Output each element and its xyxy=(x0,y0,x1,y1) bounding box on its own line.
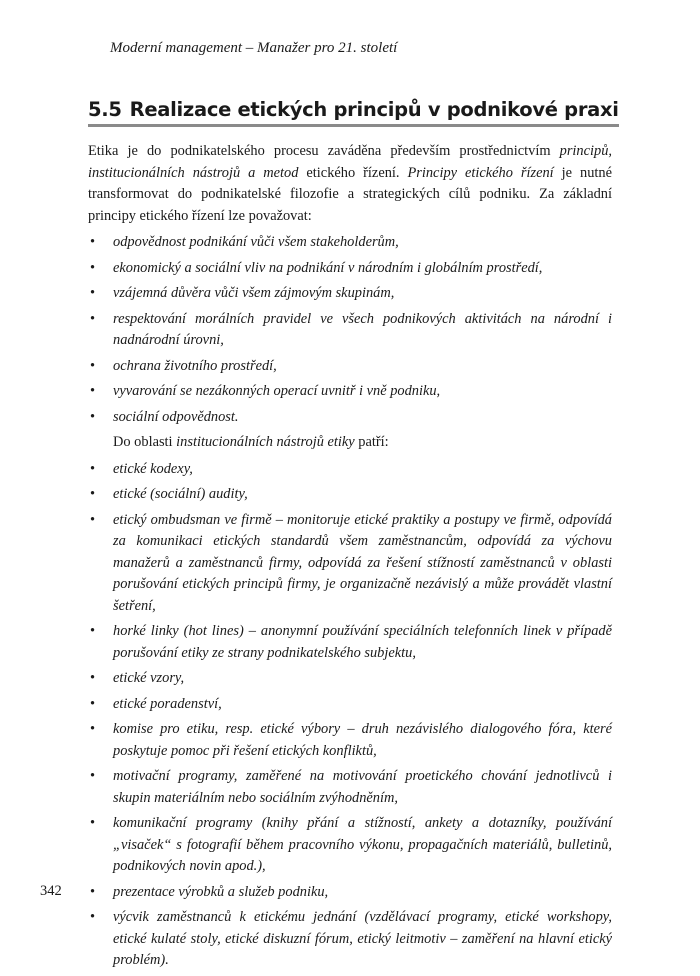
list-item-text: etické poradenství, xyxy=(113,695,222,712)
list-item xyxy=(88,766,612,809)
bullet-icon: • xyxy=(90,721,96,737)
list-item xyxy=(88,484,612,506)
bullet-icon: • xyxy=(90,460,96,477)
bullet-icon: • xyxy=(90,883,96,900)
tools-intro-paragraph xyxy=(113,432,612,454)
bullet-icon: • xyxy=(90,768,96,784)
list-item xyxy=(88,258,612,280)
text: etického řízení. xyxy=(298,164,408,181)
bullet-icon: • xyxy=(90,815,96,831)
list-item xyxy=(88,907,612,972)
list-item xyxy=(88,510,612,618)
emphasis: Principy etického řízení xyxy=(407,164,554,181)
list-item-text: komunikační programy (knihy přání a stížností, ankety a dotazníky, používání „visaček“ s fotografií během pracovního výkonu, propagačních materiálů, bulletinů, podnikových novin apod.), xyxy=(113,815,612,874)
bullet-icon: • xyxy=(90,285,96,301)
running-head: Moderní management – Manažer pro 21. století xyxy=(110,40,398,56)
emphasis: institucionálních nástrojů etiky xyxy=(176,434,355,450)
text: Do oblasti xyxy=(113,434,177,450)
list-item-text: etické (sociální) audity, xyxy=(113,486,248,502)
list-item xyxy=(88,232,612,254)
tools-list xyxy=(88,459,612,972)
list-item-text: vzájemná důvěra vůči všem zájmovým skupinám, xyxy=(113,285,395,301)
list-item xyxy=(88,309,612,352)
text: je nutné transformovat do podnikatelské filozofie a strategických cílů podniku. Za základní principy etického řízení lze považovat: xyxy=(88,164,612,224)
bullet-icon: • xyxy=(90,259,96,276)
list-item xyxy=(88,283,612,305)
list-item xyxy=(88,719,612,762)
list-item-text: etický ombudsman ve firmě – monitoruje etické praktiky a postupy ve firmě, odpovídá za komunikaci etických standardů všem zaměstnancům, odpovídá za výchovu manažerů a zaměstnanců firmy, odpovídá za řešení stížností zaměstnanců v oblasti porušování etických principů firmy, je organizačně nezávislý a může provádět vlastní šetření, xyxy=(113,511,612,614)
intro-paragraph xyxy=(88,141,612,227)
bullet-icon: • xyxy=(90,670,96,686)
list-item-text: sociální odpovědnost. xyxy=(113,408,239,425)
text: Etika je do podnikatelského procesu zaváděna především prostřednictvím xyxy=(88,143,560,159)
list-item xyxy=(88,407,612,429)
emphasis: principů, institucionálních nástrojů a metod xyxy=(88,143,612,181)
list-item-text: vyvarování se nezákonných operací uvnitř i vně podniku, xyxy=(113,383,441,399)
page-number: 342 xyxy=(40,883,62,899)
bullet-icon: • xyxy=(90,408,96,425)
list-item-text: etické kodexy, xyxy=(113,460,193,477)
bullet-icon: • xyxy=(90,310,96,327)
section-title: Realizace etických principů v podnikové praxi xyxy=(129,98,619,121)
list-item-text: komise pro etiku, resp. etické výbory – druh nezávislého dialogového fóra, které poskytuje pomoc při řešení etických konfliktů, xyxy=(113,721,612,759)
list-item xyxy=(88,621,612,664)
bullet-icon: • xyxy=(90,695,96,712)
list-item-text: odpovědnost podnikání vůči všem stakeholderům, xyxy=(113,234,399,250)
list-item-text: respektování morálních pravidel ve všech podnikových aktivitách na národní i nadnárodní úrovni, xyxy=(113,310,612,348)
list-item-text: horké linky (hot lines) – anonymní používání speciálních telefonních linek v případě porušování etiky ze strany podnikatelského subjektu, xyxy=(113,623,612,661)
list-item xyxy=(88,813,612,878)
bullet-icon: • xyxy=(90,623,96,639)
principles-list xyxy=(88,232,612,428)
body-text xyxy=(88,141,612,976)
bullet-icon: • xyxy=(90,383,96,399)
bullet-icon: • xyxy=(90,511,96,528)
list-item xyxy=(88,459,612,481)
list-item xyxy=(88,668,612,690)
section-heading xyxy=(88,97,619,127)
list-item xyxy=(88,381,612,403)
bullet-icon: • xyxy=(90,909,96,925)
list-item xyxy=(88,882,612,904)
list-item-text: ekonomický a sociální vliv na podnikání v národním i globálním prostředí, xyxy=(113,259,543,276)
bullet-icon: • xyxy=(90,357,96,374)
list-item-text: ochrana životního prostředí, xyxy=(113,357,277,374)
list-item-text: motivační programy, zaměřené na motivování proetického chování jednotlivců i skupin materiálním nebo sociálním zvýhodněním, xyxy=(113,768,612,806)
bullet-icon: • xyxy=(90,234,96,250)
list-item xyxy=(88,356,612,378)
section-number: 5.5 xyxy=(88,98,122,121)
list-item-text: etické vzory, xyxy=(113,670,185,686)
text: patří: xyxy=(354,434,389,450)
list-item-text: prezentace výrobků a služeb podniku, xyxy=(113,883,329,900)
bullet-icon: • xyxy=(90,486,96,502)
list-item xyxy=(88,694,612,716)
list-item-text: výcvik zaměstnanců k etickému jednání (vzdělávací programy, etické workshopy, etické kulaté stoly, etické diskuzní fórum, etický leitmotiv – zaměření na hlavní etický problém). xyxy=(113,909,612,968)
